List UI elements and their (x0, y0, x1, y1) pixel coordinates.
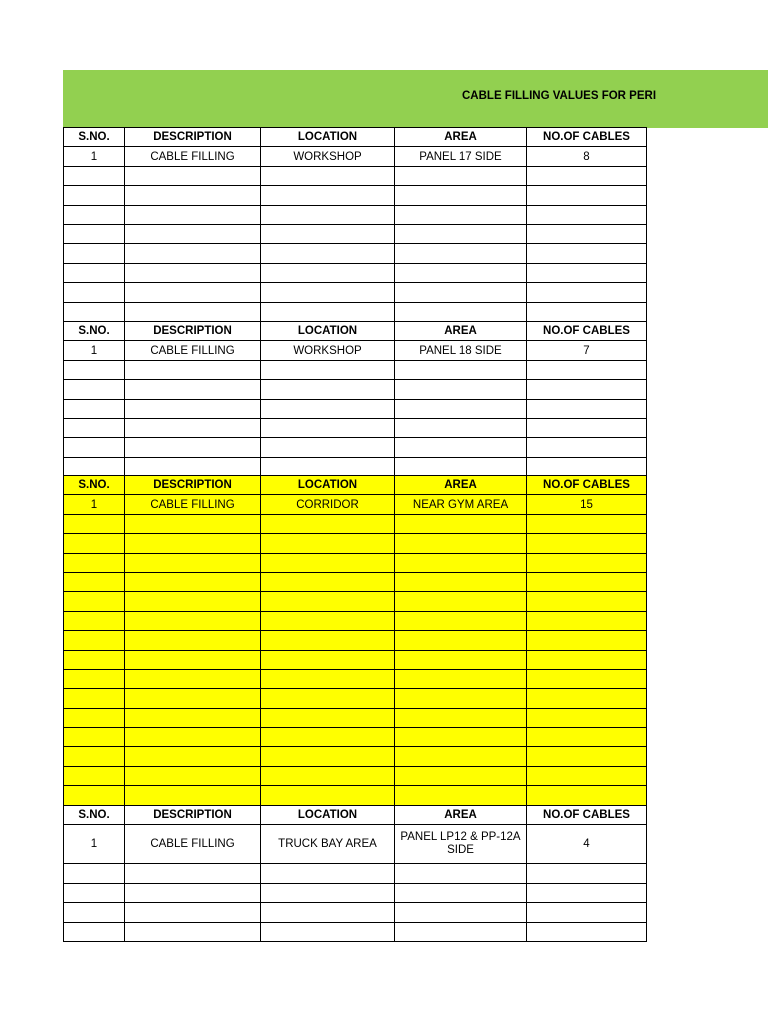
empty-cell[interactable] (125, 166, 261, 185)
empty-cell[interactable] (64, 283, 125, 302)
empty-row (64, 883, 647, 902)
empty-cell[interactable] (125, 650, 261, 669)
empty-cell[interactable] (395, 380, 527, 399)
empty-row (64, 922, 647, 941)
header-cell[interactable]: S.NO. (64, 806, 125, 825)
empty-cell[interactable] (395, 457, 527, 476)
empty-cell[interactable] (64, 186, 125, 205)
empty-cell[interactable] (64, 903, 125, 922)
empty-cell[interactable] (527, 534, 647, 553)
empty-row (64, 572, 647, 591)
empty-cell[interactable] (527, 922, 647, 941)
empty-cell[interactable] (261, 903, 395, 922)
empty-cell[interactable] (261, 418, 395, 437)
empty-cell[interactable] (395, 883, 527, 902)
cell-location[interactable]: CORRIDOR (261, 495, 395, 514)
empty-cell[interactable] (64, 263, 125, 282)
empty-cell[interactable] (125, 244, 261, 263)
empty-cell[interactable] (527, 592, 647, 611)
empty-cell[interactable] (125, 689, 261, 708)
empty-cell[interactable] (395, 611, 527, 630)
table-row (64, 341, 647, 360)
table-header-row (64, 322, 647, 341)
empty-cell[interactable] (261, 224, 395, 243)
empty-row (64, 631, 647, 650)
empty-cell[interactable] (64, 786, 125, 805)
empty-cell[interactable] (64, 708, 125, 727)
empty-cell[interactable] (125, 728, 261, 747)
table-row (64, 147, 647, 166)
header-cell[interactable]: NO.OF CABLES (527, 128, 647, 147)
empty-cell[interactable] (261, 572, 395, 591)
empty-cell[interactable] (125, 572, 261, 591)
header-cell[interactable]: NO.OF CABLES (527, 322, 647, 341)
empty-cell[interactable] (261, 514, 395, 533)
empty-row (64, 399, 647, 418)
empty-row (64, 438, 647, 457)
empty-cell[interactable] (395, 438, 527, 457)
empty-row (64, 747, 647, 766)
empty-cell[interactable] (261, 669, 395, 688)
empty-cell[interactable] (125, 611, 261, 630)
table-header-row (64, 128, 647, 147)
empty-cell[interactable] (395, 922, 527, 941)
empty-cell[interactable] (64, 611, 125, 630)
empty-cell[interactable] (125, 903, 261, 922)
empty-row (64, 708, 647, 727)
empty-cell[interactable] (395, 534, 527, 553)
empty-row (64, 728, 647, 747)
empty-cell[interactable] (64, 438, 125, 457)
empty-row (64, 380, 647, 399)
empty-cell[interactable] (125, 864, 261, 883)
empty-cell[interactable] (527, 650, 647, 669)
header-cell[interactable]: DESCRIPTION (125, 806, 261, 825)
empty-cell[interactable] (125, 205, 261, 224)
cell-cable-count[interactable]: 7 (527, 341, 647, 360)
empty-cell[interactable] (395, 766, 527, 785)
empty-cell[interactable] (527, 553, 647, 572)
empty-cell[interactable] (395, 514, 527, 533)
empty-cell[interactable] (64, 728, 125, 747)
cell-cable-count[interactable]: 4 (527, 825, 647, 864)
cable-table-workshop-panel-17 (63, 127, 647, 322)
header-cell[interactable]: S.NO. (64, 322, 125, 341)
table-row (64, 825, 647, 864)
empty-row (64, 514, 647, 533)
header-cell[interactable]: LOCATION (261, 806, 395, 825)
empty-cell[interactable] (527, 766, 647, 785)
empty-cell[interactable] (64, 514, 125, 533)
empty-cell[interactable] (64, 166, 125, 185)
empty-cell[interactable] (527, 438, 647, 457)
empty-cell[interactable] (64, 592, 125, 611)
empty-cell[interactable] (261, 631, 395, 650)
empty-cell[interactable] (527, 418, 647, 437)
empty-cell[interactable] (125, 399, 261, 418)
empty-cell[interactable] (64, 883, 125, 902)
empty-cell[interactable] (527, 380, 647, 399)
header-cell[interactable]: AREA (395, 322, 527, 341)
header-cell[interactable]: AREA (395, 128, 527, 147)
empty-cell[interactable] (261, 708, 395, 727)
empty-row (64, 263, 647, 282)
header-cell[interactable]: AREA (395, 476, 527, 495)
empty-cell[interactable] (64, 399, 125, 418)
empty-cell[interactable] (527, 244, 647, 263)
empty-cell[interactable] (395, 186, 527, 205)
empty-cell[interactable] (64, 650, 125, 669)
empty-cell[interactable] (64, 553, 125, 572)
cell-description[interactable]: CABLE FILLING (125, 495, 261, 514)
empty-cell[interactable] (395, 903, 527, 922)
empty-cell[interactable] (261, 438, 395, 457)
title-banner (63, 70, 768, 128)
empty-cell[interactable] (527, 283, 647, 302)
empty-cell[interactable] (125, 418, 261, 437)
empty-cell[interactable] (395, 650, 527, 669)
empty-cell[interactable] (125, 669, 261, 688)
empty-cell[interactable] (395, 592, 527, 611)
empty-cell[interactable] (395, 689, 527, 708)
header-cell[interactable]: DESCRIPTION (125, 476, 261, 495)
cable-table-corridor-highlighted (63, 475, 647, 806)
empty-row (64, 903, 647, 922)
empty-cell[interactable] (527, 864, 647, 883)
empty-cell[interactable] (527, 786, 647, 805)
empty-cell[interactable] (125, 514, 261, 533)
empty-cell[interactable] (261, 747, 395, 766)
table-header-row (64, 806, 647, 825)
empty-cell[interactable] (395, 572, 527, 591)
header-cell[interactable]: S.NO. (64, 476, 125, 495)
table-header-row (64, 476, 647, 495)
empty-cell[interactable] (261, 399, 395, 418)
empty-cell[interactable] (527, 166, 647, 185)
empty-cell[interactable] (527, 747, 647, 766)
header-cell[interactable]: NO.OF CABLES (527, 476, 647, 495)
cell-sno[interactable]: 1 (64, 341, 125, 360)
empty-cell[interactable] (261, 553, 395, 572)
empty-cell[interactable] (125, 263, 261, 282)
empty-row (64, 166, 647, 185)
empty-cell[interactable] (527, 903, 647, 922)
header-cell[interactable]: S.NO. (64, 128, 125, 147)
empty-cell[interactable] (64, 418, 125, 437)
cell-cable-count[interactable]: 15 (527, 495, 647, 514)
empty-cell[interactable] (395, 747, 527, 766)
cell-location[interactable]: WORKSHOP (261, 341, 395, 360)
empty-cell[interactable] (125, 631, 261, 650)
empty-cell[interactable] (125, 224, 261, 243)
empty-cell[interactable] (64, 669, 125, 688)
empty-cell[interactable] (64, 360, 125, 379)
empty-row (64, 205, 647, 224)
cell-description[interactable]: CABLE FILLING (125, 341, 261, 360)
empty-cell[interactable] (527, 728, 647, 747)
empty-cell[interactable] (125, 747, 261, 766)
empty-row (64, 302, 647, 321)
table-row (64, 495, 647, 514)
empty-cell[interactable] (395, 302, 527, 321)
empty-cell[interactable] (395, 205, 527, 224)
empty-cell[interactable] (395, 263, 527, 282)
header-cell[interactable]: LOCATION (261, 322, 395, 341)
cell-location[interactable]: TRUCK BAY AREA (261, 825, 395, 864)
empty-cell[interactable] (261, 611, 395, 630)
empty-cell[interactable] (527, 186, 647, 205)
empty-cell[interactable] (261, 650, 395, 669)
empty-row (64, 553, 647, 572)
empty-cell[interactable] (527, 631, 647, 650)
header-cell[interactable]: AREA (395, 806, 527, 825)
empty-cell[interactable] (527, 302, 647, 321)
empty-cell[interactable] (395, 669, 527, 688)
empty-cell[interactable] (261, 263, 395, 282)
empty-cell[interactable] (395, 360, 527, 379)
empty-row (64, 786, 647, 805)
cell-description[interactable]: CABLE FILLING (125, 825, 261, 864)
empty-cell[interactable] (261, 922, 395, 941)
empty-cell[interactable] (125, 360, 261, 379)
empty-row (64, 283, 647, 302)
empty-cell[interactable] (527, 224, 647, 243)
sheet-title: CABLE FILLING VALUES FOR PERI (462, 90, 657, 102)
empty-cell[interactable] (527, 689, 647, 708)
empty-cell[interactable] (395, 283, 527, 302)
empty-cell[interactable] (64, 747, 125, 766)
empty-cell[interactable] (125, 302, 261, 321)
empty-cell[interactable] (527, 457, 647, 476)
empty-cell[interactable] (395, 418, 527, 437)
empty-cell[interactable] (64, 864, 125, 883)
cell-sno[interactable]: 1 (64, 147, 125, 166)
empty-cell[interactable] (395, 224, 527, 243)
empty-cell[interactable] (261, 302, 395, 321)
empty-cell[interactable] (64, 380, 125, 399)
empty-cell[interactable] (261, 166, 395, 185)
cell-area[interactable]: NEAR GYM AREA (395, 495, 527, 514)
empty-cell[interactable] (125, 380, 261, 399)
empty-cell[interactable] (125, 457, 261, 476)
empty-cell[interactable] (395, 399, 527, 418)
empty-cell[interactable] (261, 883, 395, 902)
empty-cell[interactable] (64, 244, 125, 263)
empty-cell[interactable] (527, 611, 647, 630)
cell-area[interactable]: PANEL LP12 & PP-12A SIDE (395, 825, 527, 864)
empty-cell[interactable] (64, 766, 125, 785)
cell-location[interactable]: WORKSHOP (261, 147, 395, 166)
empty-cell[interactable] (125, 592, 261, 611)
empty-cell[interactable] (395, 166, 527, 185)
cable-table-workshop-panel-18 (63, 321, 647, 477)
empty-cell[interactable] (64, 631, 125, 650)
empty-cell[interactable] (64, 534, 125, 553)
empty-row (64, 650, 647, 669)
empty-row (64, 534, 647, 553)
empty-cell[interactable] (125, 786, 261, 805)
empty-cell[interactable] (527, 399, 647, 418)
cell-area[interactable]: PANEL 17 SIDE (395, 147, 527, 166)
empty-cell[interactable] (64, 224, 125, 243)
empty-row (64, 592, 647, 611)
cell-area[interactable]: PANEL 18 SIDE (395, 341, 527, 360)
empty-cell[interactable] (261, 766, 395, 785)
empty-cell[interactable] (125, 553, 261, 572)
empty-cell[interactable] (261, 186, 395, 205)
header-cell[interactable]: NO.OF CABLES (527, 806, 647, 825)
empty-cell[interactable] (125, 438, 261, 457)
empty-cell[interactable] (261, 864, 395, 883)
empty-cell[interactable] (64, 457, 125, 476)
empty-cell[interactable] (527, 360, 647, 379)
empty-cell[interactable] (527, 883, 647, 902)
empty-cell[interactable] (395, 786, 527, 805)
header-cell[interactable]: LOCATION (261, 476, 395, 495)
empty-cell[interactable] (527, 669, 647, 688)
empty-row (64, 224, 647, 243)
empty-cell[interactable] (395, 244, 527, 263)
header-cell[interactable]: DESCRIPTION (125, 128, 261, 147)
empty-cell[interactable] (261, 244, 395, 263)
empty-row (64, 244, 647, 263)
empty-cell[interactable] (395, 864, 527, 883)
header-cell[interactable]: DESCRIPTION (125, 322, 261, 341)
empty-row (64, 457, 647, 476)
empty-row (64, 360, 647, 379)
empty-cell[interactable] (64, 302, 125, 321)
cable-table-truck-bay (63, 805, 647, 942)
empty-cell[interactable] (64, 572, 125, 591)
empty-cell[interactable] (64, 689, 125, 708)
empty-cell[interactable] (64, 205, 125, 224)
empty-cell[interactable] (527, 263, 647, 282)
empty-row (64, 186, 647, 205)
empty-cell[interactable] (527, 572, 647, 591)
cell-sno[interactable]: 1 (64, 495, 125, 514)
empty-cell[interactable] (527, 708, 647, 727)
empty-cell[interactable] (261, 592, 395, 611)
cell-sno[interactable]: 1 (64, 825, 125, 864)
empty-cell[interactable] (125, 186, 261, 205)
empty-cell[interactable] (527, 205, 647, 224)
empty-cell[interactable] (125, 534, 261, 553)
empty-row (64, 418, 647, 437)
empty-row (64, 766, 647, 785)
empty-cell[interactable] (261, 728, 395, 747)
empty-row (64, 864, 647, 883)
empty-cell[interactable] (527, 514, 647, 533)
header-cell[interactable]: LOCATION (261, 128, 395, 147)
empty-cell[interactable] (64, 922, 125, 941)
empty-cell[interactable] (261, 786, 395, 805)
empty-cell[interactable] (395, 708, 527, 727)
empty-row (64, 669, 647, 688)
cell-description[interactable]: CABLE FILLING (125, 147, 261, 166)
cell-cable-count[interactable]: 8 (527, 147, 647, 166)
empty-cell[interactable] (395, 553, 527, 572)
empty-cell[interactable] (125, 766, 261, 785)
empty-cell[interactable] (261, 689, 395, 708)
empty-cell[interactable] (261, 380, 395, 399)
empty-cell[interactable] (261, 534, 395, 553)
empty-cell[interactable] (395, 728, 527, 747)
empty-cell[interactable] (395, 631, 527, 650)
empty-cell[interactable] (125, 283, 261, 302)
empty-row (64, 689, 647, 708)
empty-cell[interactable] (261, 283, 395, 302)
empty-cell[interactable] (125, 708, 261, 727)
empty-cell[interactable] (125, 922, 261, 941)
empty-cell[interactable] (261, 205, 395, 224)
empty-cell[interactable] (261, 457, 395, 476)
empty-cell[interactable] (261, 360, 395, 379)
empty-cell[interactable] (125, 883, 261, 902)
empty-row (64, 611, 647, 630)
